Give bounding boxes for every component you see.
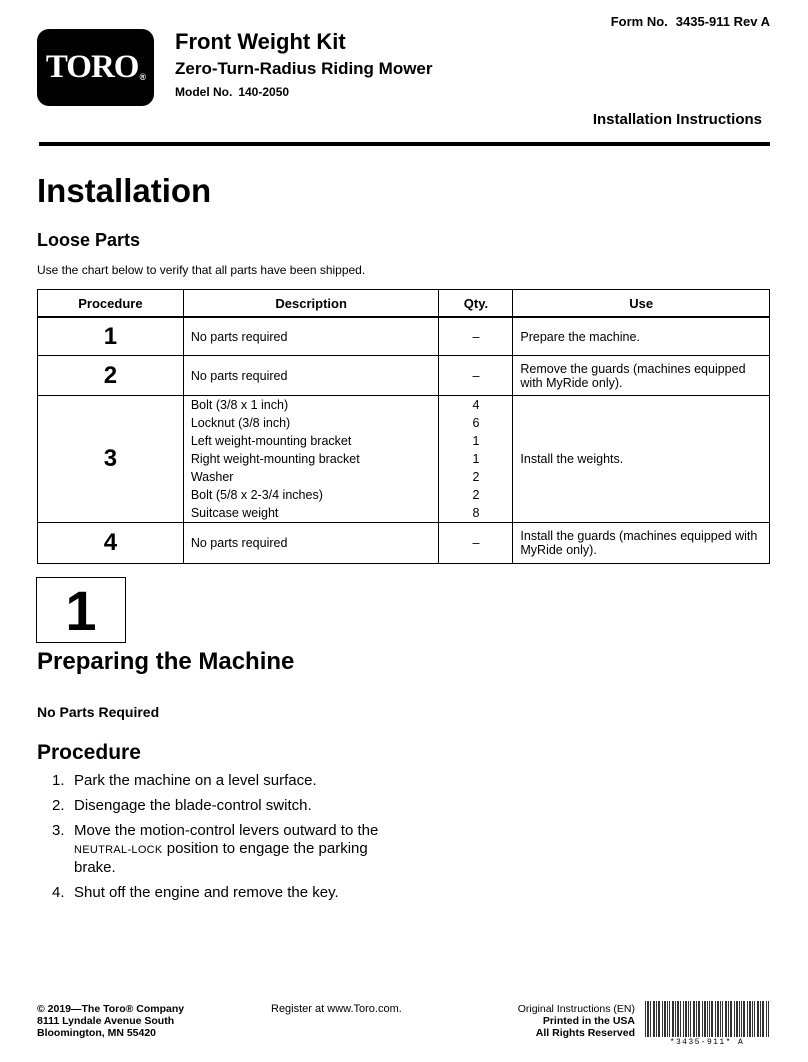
barcode-bar <box>749 1001 750 1037</box>
list-item <box>37 772 397 790</box>
original-instructions: Original Instructions (EN) <box>517 1003 635 1015</box>
form-number-value: 3435-911 Rev A <box>675 14 770 29</box>
step-number: 1. <box>52 772 65 789</box>
barcode-bar <box>680 1001 681 1037</box>
use-cell: Install the weights. <box>513 396 770 523</box>
logo-text: TORO <box>45 49 139 85</box>
print-info <box>490 1003 635 1039</box>
qty-cell <box>439 396 513 523</box>
copyright: © 2019—The Toro® Company <box>37 1003 185 1015</box>
table-header-row <box>38 290 770 318</box>
barcode-bar <box>747 1001 748 1037</box>
barcode-bar <box>720 1001 721 1037</box>
part-qty: 2 <box>472 488 480 502</box>
barcode-bar <box>709 1001 710 1037</box>
part-item: Bolt (5/8 x 2-3/4 inches) <box>190 488 323 502</box>
step-text: Shut off the engine and remove the key. <box>74 884 339 901</box>
step-number: 4. <box>52 884 65 901</box>
company-address <box>37 1003 184 1039</box>
barcode-bar <box>653 1001 654 1037</box>
procedure-cell: 1 <box>38 317 184 356</box>
barcode-bar <box>739 1001 740 1037</box>
header-rule <box>39 142 770 146</box>
list-item <box>37 884 397 902</box>
barcode-bar <box>665 1001 666 1037</box>
barcode-bar <box>754 1001 755 1037</box>
barcode-bar <box>731 1001 732 1037</box>
barcode-bar <box>757 1001 758 1037</box>
procedure-steps <box>37 772 397 909</box>
header-use: Use <box>513 290 770 318</box>
part-item: Washer <box>190 470 234 484</box>
register-link[interactable]: Register at www.Toro.com. <box>271 1003 402 1015</box>
barcode-bar <box>693 1001 694 1037</box>
barcode-bar <box>752 1001 753 1037</box>
barcode-bar <box>763 1001 764 1037</box>
logo-registered-mark: ® <box>139 71 146 82</box>
qty-cell: – <box>439 317 513 356</box>
part-item: Right weight-mounting bracket <box>190 452 360 466</box>
barcode-bar <box>677 1001 678 1037</box>
step-number: 3. <box>52 822 65 839</box>
barcode-bar <box>698 1001 699 1037</box>
barcode-bar <box>672 1001 673 1037</box>
use-cell: Install the guards (machines equipped with MyRide only). <box>513 523 770 564</box>
procedure-cell: 3 <box>38 396 184 523</box>
part-qty: 8 <box>472 506 480 520</box>
barcode-bar <box>718 1001 719 1037</box>
part-item: Locknut (3/8 inch) <box>190 416 291 430</box>
barcode-bar <box>743 1001 744 1037</box>
barcode-bar <box>712 1001 713 1037</box>
description-cell <box>183 396 439 523</box>
use-cell: Remove the guards (machines equipped with MyRide only). <box>513 356 770 396</box>
part-qty: 1 <box>472 434 480 448</box>
barcode-text: *3435-911* A <box>669 1038 745 1047</box>
document-type: Installation Instructions <box>592 111 762 128</box>
rights: All Rights Reserved <box>535 1027 635 1039</box>
step-number-box: 1 <box>36 577 126 643</box>
description-cell: No parts required <box>183 317 439 356</box>
procedure-cell: 2 <box>38 356 184 396</box>
barcode-bar <box>736 1001 737 1037</box>
barcode-bar <box>694 1001 695 1037</box>
barcode-bar <box>702 1001 703 1037</box>
barcode-bar <box>654 1001 655 1037</box>
part-qty: 4 <box>472 398 480 412</box>
barcode-bar <box>715 1001 716 1037</box>
no-parts-required: No Parts Required <box>37 704 160 720</box>
part-qty: 2 <box>472 470 480 484</box>
barcode-bar <box>717 1001 718 1037</box>
installation-heading: Installation <box>37 172 212 209</box>
step-text-part: Move the motion-control levers outward to the <box>74 822 379 839</box>
barcode-bar <box>737 1001 738 1037</box>
barcode-bar <box>758 1001 759 1037</box>
barcode-bar <box>750 1001 751 1037</box>
barcode-bar <box>658 1001 659 1037</box>
list-item <box>37 797 397 815</box>
barcode-bar <box>699 1001 700 1037</box>
barcode-bar <box>650 1001 651 1037</box>
use-cell: Prepare the machine. <box>513 317 770 356</box>
header-description: Description <box>183 290 439 318</box>
header-qty: Qty. <box>439 290 513 318</box>
loose-parts-table <box>37 289 770 564</box>
barcode-bar <box>675 1001 676 1037</box>
qty-cell: – <box>439 523 513 564</box>
barcode-bar <box>766 1001 767 1037</box>
barcode-bar <box>722 1001 723 1037</box>
barcode-bar <box>762 1001 763 1037</box>
barcode-bar <box>648 1001 649 1037</box>
step-text: Park the machine on a level surface. <box>74 772 317 789</box>
barcode-bar <box>707 1001 708 1037</box>
description-cell: No parts required <box>183 523 439 564</box>
barcode <box>645 1001 769 1037</box>
description-cell: No parts required <box>183 356 439 396</box>
loose-parts-intro: Use the chart below to verify that all parts have been shipped. <box>37 263 366 277</box>
toro-logo <box>37 29 154 106</box>
barcode-bar <box>728 1001 729 1037</box>
model-number-label: Model No. <box>175 85 233 99</box>
step-number: 2. <box>52 797 65 814</box>
barcode-bar <box>704 1001 705 1037</box>
table-row <box>38 317 770 356</box>
header-procedure: Procedure <box>38 290 184 318</box>
barcode-bar <box>730 1001 731 1037</box>
barcode-bar <box>669 1001 670 1037</box>
form-number <box>611 14 770 29</box>
barcode-bar <box>734 1001 735 1037</box>
barcode-bar <box>686 1001 687 1037</box>
barcode-bar <box>664 1001 665 1037</box>
barcode-bar <box>667 1001 668 1037</box>
barcode-bar <box>711 1001 712 1037</box>
step-text-part: position to engage the parking brake. <box>74 840 368 876</box>
model-number <box>175 85 289 99</box>
qty-cell: – <box>439 356 513 396</box>
barcode-bar <box>705 1001 706 1037</box>
barcode-bar <box>662 1001 663 1037</box>
loose-parts-heading: Loose Parts <box>37 230 141 250</box>
part-qty: 6 <box>472 416 480 430</box>
model-number-value: 140-2050 <box>238 85 290 99</box>
barcode-bar <box>768 1001 769 1037</box>
barcode-bar <box>696 1001 697 1037</box>
barcode-bar <box>678 1001 679 1037</box>
barcode-bar <box>645 1001 646 1037</box>
barcode-bar <box>744 1001 745 1037</box>
address-line-1: 8111 Lyndale Avenue South <box>37 1015 175 1027</box>
document-subtitle: Zero-Turn-Radius Riding Mower <box>175 59 433 78</box>
barcode-bar <box>673 1001 674 1037</box>
barcode-bar <box>741 1001 742 1037</box>
address-line-2: Bloomington, MN 55420 <box>37 1027 157 1039</box>
barcode-bar <box>685 1001 686 1037</box>
printed-in: Printed in the USA <box>542 1015 635 1027</box>
procedure-heading: Procedure <box>37 741 141 764</box>
procedure-cell: 4 <box>38 523 184 564</box>
form-number-label: Form No. <box>610 14 668 29</box>
part-item: Bolt (3/8 x 1 inch) <box>190 398 289 412</box>
table-row <box>38 396 770 523</box>
step-text <box>74 822 397 877</box>
barcode-bar <box>656 1001 657 1037</box>
list-item <box>37 822 397 877</box>
barcode-bar <box>659 1001 660 1037</box>
neutral-lock-term: NEUTRAL-LOCK <box>74 844 163 856</box>
barcode-bar <box>688 1001 689 1037</box>
table-row <box>38 523 770 564</box>
barcode-bar <box>690 1001 691 1037</box>
barcode-bar <box>725 1001 726 1037</box>
document-title: Front Weight Kit <box>175 29 346 54</box>
section-heading: Preparing the Machine <box>37 648 295 675</box>
barcode-bar <box>647 1001 648 1037</box>
barcode-bar <box>760 1001 761 1037</box>
step-text: Disengage the blade-control switch. <box>74 797 312 814</box>
part-item: Left weight-mounting bracket <box>190 434 352 448</box>
part-item: Suitcase weight <box>190 506 279 520</box>
barcode-bar <box>683 1001 684 1037</box>
barcode-bar <box>726 1001 727 1037</box>
part-qty: 1 <box>472 452 480 466</box>
table-row <box>38 356 770 396</box>
